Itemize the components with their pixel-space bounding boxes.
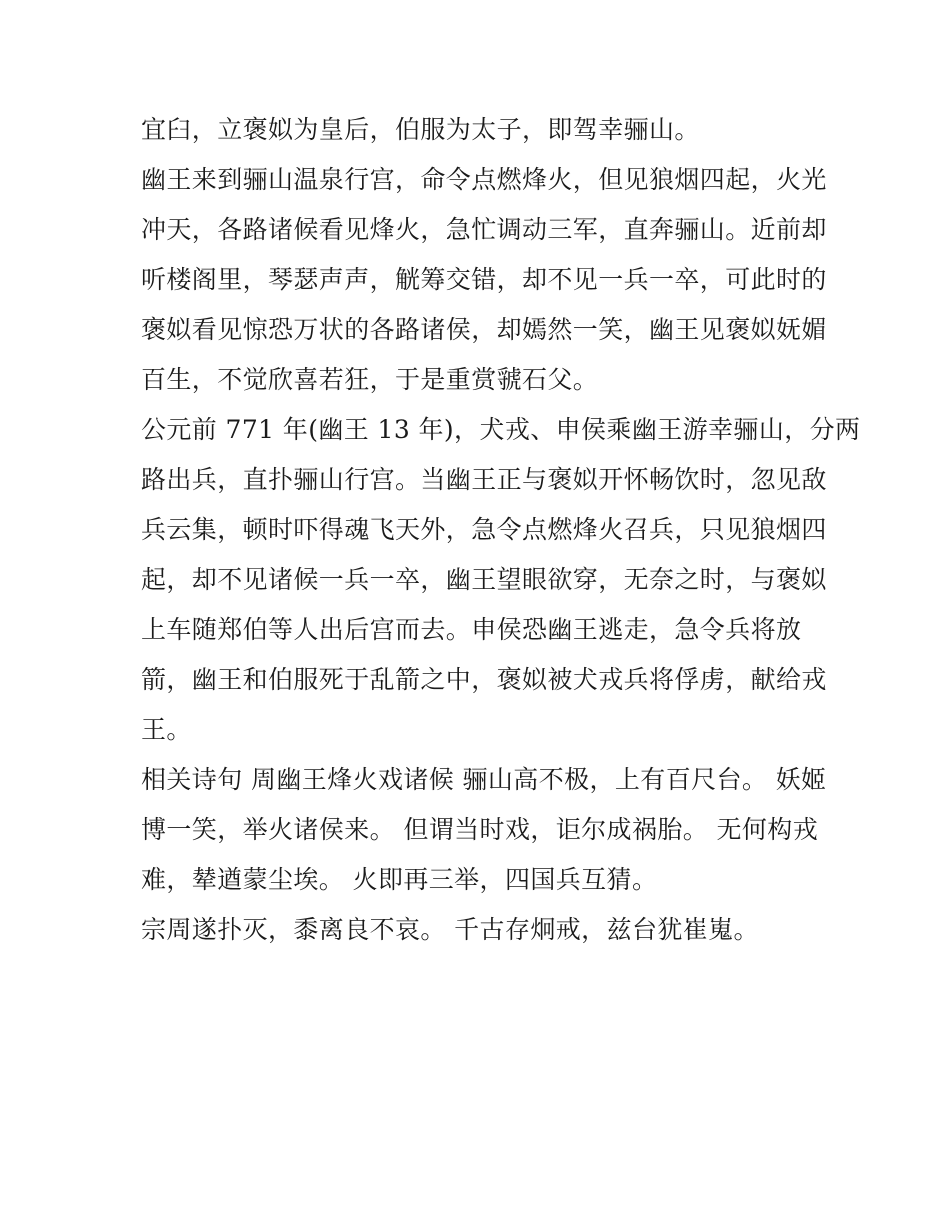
text-line: 宜臼，立褒姒为皇后，伯服为太子，即驾幸骊山。 xyxy=(141,115,700,144)
paragraph-4 xyxy=(141,755,827,905)
text-line: 听楼阁里，琴瑟声声，觥筹交错，却不见一兵一卒，可此时的 xyxy=(141,265,827,294)
text-line: 公元前 771 年(幽王 13 年)，犬戎、申侯乘幽王游幸骊山，分两 xyxy=(141,415,861,444)
document-body xyxy=(141,105,861,955)
text-line: 冲天，各路诸候看见烽火，急忙调动三军，直奔骊山。近前却 xyxy=(141,215,827,244)
text-line: 宗周遂扑灭，黍离良不哀。 千古存炯戒，兹台犹崔嵬。 xyxy=(141,915,759,944)
text-line: 褒姒看见惊恐万状的各路诸侯，却嫣然一笑，幽王见褒姒妩媚 xyxy=(141,315,827,344)
paragraph-5 xyxy=(141,905,816,955)
text-line: 幽王来到骊山温泉行宫，命令点燃烽火，但见狼烟四起，火光 xyxy=(141,165,827,194)
text-line: 博一笑，举火诸侯来。 但谓当时戏，讵尔成祸胎。 无何构戎 xyxy=(141,815,819,844)
text-line: 路出兵，直扑骊山行宫。当幽王正与褒姒开怀畅饮时，忽见敌 xyxy=(141,465,827,494)
paragraph-3 xyxy=(141,405,861,755)
text-line: 百生，不觉欣喜若狂，于是重赏虢石父。 xyxy=(141,365,599,394)
text-line: 起，却不见诸候一兵一卒，幽王望眼欲穿，无奈之时，与褒姒 xyxy=(141,565,827,594)
text-line: 箭，幽王和伯服死于乱箭之中，褒姒被犬戎兵将俘虏，献给戎 xyxy=(141,665,827,694)
text-line: 难，辇遒蒙尘埃。 火即再三举，四国兵互猜。 xyxy=(141,865,658,894)
paragraph-1 xyxy=(141,105,816,155)
text-line: 王。 xyxy=(141,715,192,744)
text-line: 上车随郑伯等人出后宫而去。申侯恐幽王逃走，急令兵将放 xyxy=(141,615,802,644)
text-line: 兵云集，顿时吓得魂飞天外，急令点燃烽火召兵，只见狼烟四 xyxy=(141,515,827,544)
text-line: 相关诗句 周幽王烽火戏诸候 骊山高不极，上有百尺台。 妖姬 xyxy=(141,765,827,794)
paragraph-2 xyxy=(141,155,827,405)
